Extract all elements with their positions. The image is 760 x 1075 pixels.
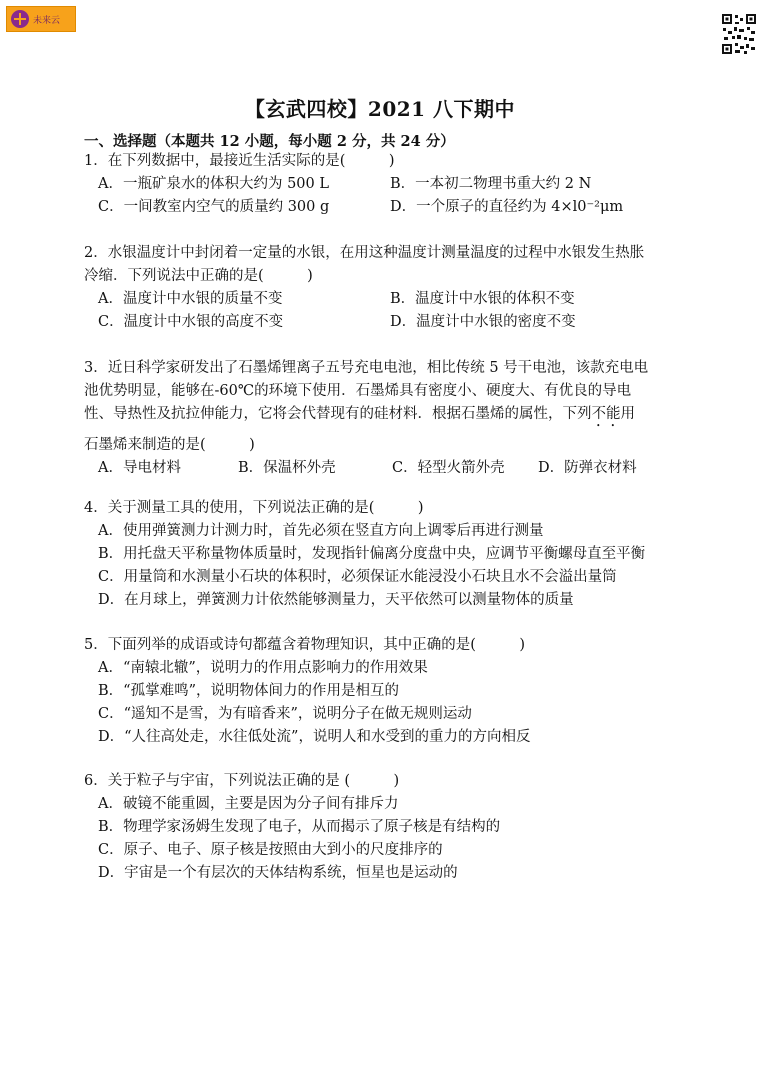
option-list: [84, 173, 684, 219]
question-stem: 6．关于粒子与宇宙，下列说法正确的是 ( ): [84, 773, 400, 789]
option-b: B．温度计中水银的体积不变: [390, 291, 575, 307]
question-3: [84, 357, 684, 480]
question-stem: 5．下面列举的成语或诗句都蕴含着物理知识，其中正确的是( ): [84, 637, 526, 653]
option-d: D．一个原子的直径约为 4×l0⁻²μm: [390, 199, 624, 215]
option-a: A．“南辕北辙”，说明力的作用点影响力的作用效果: [98, 660, 428, 676]
option-list: [84, 457, 684, 480]
qr-code-icon: [722, 14, 756, 54]
option-d: D．“人往高处走，水往低处流”，说明人和水受到的重力的方向相反: [98, 729, 531, 745]
question-stem: 2．水银温度计中封闭着一定量的水银，在用这种温度计测量温度的过程中水银发生热胀: [84, 245, 645, 261]
question-5: [84, 634, 684, 749]
question-4: [84, 497, 684, 612]
stem-text: 用: [620, 406, 635, 422]
section-heading: 一、选择题（本题共 12 小题，每小题 2 分，共 24 分）: [84, 133, 455, 150]
option-a: A．使用弹簧测力计测力时，首先必须在竖直方向上调零后再进行测量: [98, 523, 544, 539]
question-stem: 3．近日科学家研发出了石墨烯锂离子五号充电电池，相比传统 5 号干电池，该款充电电: [84, 360, 649, 376]
option-list: [84, 288, 684, 334]
option-d: D．宇宙是一个有层次的天体结构系统，恒星也是运动的: [98, 865, 458, 881]
option-b: B．“孤掌难鸣”，说明物体间力的作用是相互的: [98, 683, 399, 699]
question-stem: 4．关于测量工具的使用，下列说法正确的是( ): [84, 500, 424, 516]
question-2: [84, 242, 684, 334]
option-b: B．物理学家汤姆生发现了电子，从而揭示了原子核是有结构的: [98, 819, 501, 835]
option-list: [84, 657, 684, 749]
stem-text: 性、导热性及抗拉伸能力，它将会代替现有的硅材料．根据石墨烯的属性，下列: [84, 406, 592, 422]
page-title: 【玄武四校】2021 八下期中: [244, 97, 516, 121]
brand-logo: [6, 6, 76, 32]
option-c: C．用量筒和水测量小石块的体积时，必须保证水能浸没小石块且水不会溢出量筒: [98, 569, 617, 585]
question-stem: 池优势明显，能够在-60℃的环境下使用．石墨烯具有密度小、硬度大、有优良的导电: [84, 383, 632, 399]
option-d: D．防弹衣材料: [538, 460, 637, 476]
question-stem: 冷缩．下列说法中正确的是( ): [84, 268, 313, 284]
option-b: B．一本初二物理书重大约 2 N: [390, 176, 592, 192]
option-c: C．轻型火箭外壳: [392, 460, 505, 476]
option-c: C．“遥知不是雪，为有暗香来”，说明分子在做无规则运动: [98, 706, 472, 722]
emphasis-text: 不能: [591, 406, 621, 422]
question-stem: 石墨烯来制造的是( ): [84, 437, 255, 453]
option-b: B．用托盘天平称量物体质量时，发现指针偏离分度盘中央，应调节平衡螺母直至平衡: [98, 546, 646, 562]
question-stem: [84, 403, 684, 430]
question-6: [84, 770, 684, 885]
option-a: A．导电材料: [98, 460, 181, 476]
option-a: A．一瓶矿泉水的体积大约为 500 L: [98, 176, 329, 192]
option-a: A．温度计中水银的质量不变: [98, 291, 283, 307]
option-d: D．在月球上，弹簧测力计依然能够测量力，天平依然可以测量物体的质量: [98, 592, 574, 608]
option-c: C．原子、电子、原子核是按照由大到小的尺度排序的: [98, 842, 443, 858]
option-b: B．保温杯外壳: [238, 460, 336, 476]
option-a: A．破镜不能重圆，主要是因为分子间有排斥力: [98, 796, 399, 812]
option-c: C．温度计中水银的高度不变: [98, 314, 284, 330]
logo-cross-icon: [11, 10, 29, 28]
question-1: [84, 150, 684, 219]
option-list: [84, 520, 684, 612]
logo-text: 未来云: [33, 15, 61, 26]
question-stem: 1．在下列数据中，最接近生活实际的是( ): [84, 153, 395, 169]
option-d: D．温度计中水银的密度不变: [390, 314, 576, 330]
option-c: C．一间教室内空气的质量约 300 g: [98, 199, 330, 215]
option-list: [84, 793, 684, 885]
